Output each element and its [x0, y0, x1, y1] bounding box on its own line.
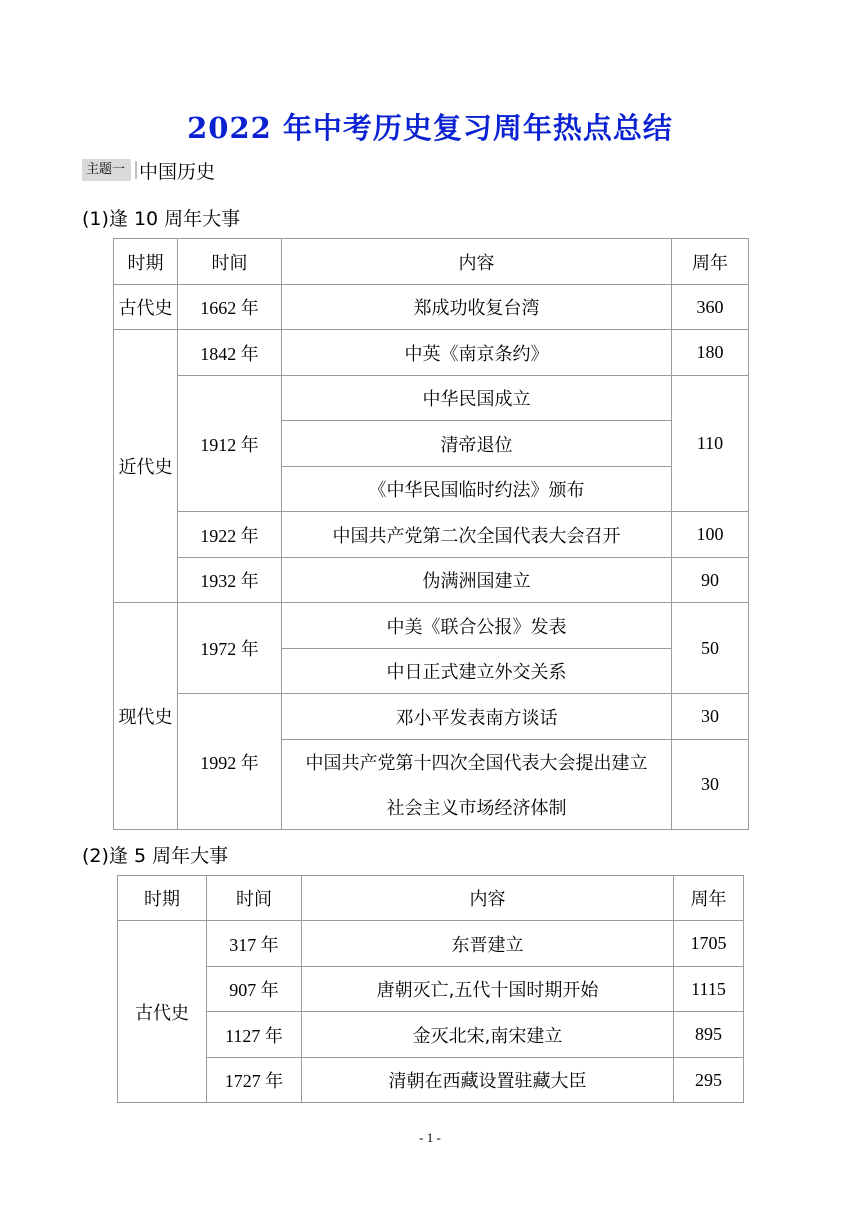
time-cell: 317 年: [207, 921, 302, 967]
time-cell: 1922 年: [178, 512, 282, 558]
theme-badge: 主题一: [82, 159, 131, 181]
header-time: 时间: [207, 876, 302, 921]
period-cell: 现代史: [114, 603, 178, 830]
content-cell: 中国共产党第十四次全国代表大会提出建立: [282, 740, 672, 785]
content-cell: 中国共产党第二次全国代表大会召开: [282, 512, 672, 558]
years-cell: 90: [672, 558, 749, 603]
content-cell: 清朝在西藏设置驻藏大臣: [302, 1058, 674, 1103]
table-row: [118, 921, 744, 967]
content-cell: 伪满洲国建立: [282, 558, 672, 603]
theme-title: 中国历史: [139, 160, 216, 183]
content-cell: 中华民国成立: [282, 376, 672, 421]
table-row: [114, 330, 749, 376]
years-cell: 50: [672, 603, 749, 694]
header-content: 内容: [302, 876, 674, 921]
time-cell: 1662 年: [178, 285, 282, 330]
years-cell: 360: [672, 285, 749, 330]
page-title: 2022 年中考历史复习周年热点总结: [187, 111, 673, 145]
time-cell: 1992 年: [178, 694, 282, 830]
content-cell: 中英《南京条约》: [282, 330, 672, 376]
table-header-row: [118, 876, 744, 921]
theme-divider: [135, 161, 137, 179]
header-years: 周年: [672, 239, 749, 285]
time-cell: 907 年: [207, 967, 302, 1012]
section-1-heading: (1)逢 10 周年大事: [82, 208, 241, 230]
time-cell: 1842 年: [178, 330, 282, 376]
table-row: [114, 694, 749, 740]
content-cell: 郑成功收复台湾: [282, 285, 672, 330]
header-content: 内容: [282, 239, 672, 285]
time-cell: 1932 年: [178, 558, 282, 603]
time-cell: 1127 年: [207, 1012, 302, 1058]
years-cell: 180: [672, 330, 749, 376]
table-row: [114, 376, 749, 421]
years-cell: 895: [674, 1012, 744, 1058]
page-number: - 1 -: [419, 1130, 441, 1145]
header-years: 周年: [674, 876, 744, 921]
content-cell: 东晋建立: [302, 921, 674, 967]
content-cell: 清帝退位: [282, 421, 672, 467]
years-cell: 30: [672, 740, 749, 830]
content-cell: 社会主义市场经济体制: [282, 785, 672, 830]
period-cell: 近代史: [114, 330, 178, 603]
content-cell: 《中华民国临时约法》颁布: [282, 467, 672, 512]
years-cell: 100: [672, 512, 749, 558]
years-cell: 295: [674, 1058, 744, 1103]
years-cell: 1115: [674, 967, 744, 1012]
years-cell: 30: [672, 694, 749, 740]
header-time: 时间: [178, 239, 282, 285]
theme-heading: [82, 157, 215, 183]
table-row: [114, 558, 749, 603]
table-10-year-events: [113, 238, 749, 830]
section-2-heading: (2)逢 5 周年大事: [82, 845, 229, 867]
table-row: [118, 967, 744, 1012]
table-row: [114, 285, 749, 330]
content-cell: 金灭北宋,南宋建立: [302, 1012, 674, 1058]
table-row: [114, 603, 749, 649]
time-cell: 1727 年: [207, 1058, 302, 1103]
years-cell: 110: [672, 376, 749, 512]
content-cell: 邓小平发表南方谈话: [282, 694, 672, 740]
content-cell: 唐朝灭亡,五代十国时期开始: [302, 967, 674, 1012]
content-cell: 中美《联合公报》发表: [282, 603, 672, 649]
table-row: [118, 1012, 744, 1058]
header-period: 时期: [114, 239, 178, 285]
table-header-row: [114, 239, 749, 285]
content-cell: 中日正式建立外交关系: [282, 649, 672, 694]
period-cell: 古代史: [114, 285, 178, 330]
table-5-year-events: [117, 875, 744, 1103]
time-cell: 1972 年: [178, 603, 282, 694]
years-cell: 1705: [674, 921, 744, 967]
time-cell: 1912 年: [178, 376, 282, 512]
table-row: [114, 512, 749, 558]
period-cell: 古代史: [118, 921, 207, 1103]
table-row: [118, 1058, 744, 1103]
header-period: 时期: [118, 876, 207, 921]
